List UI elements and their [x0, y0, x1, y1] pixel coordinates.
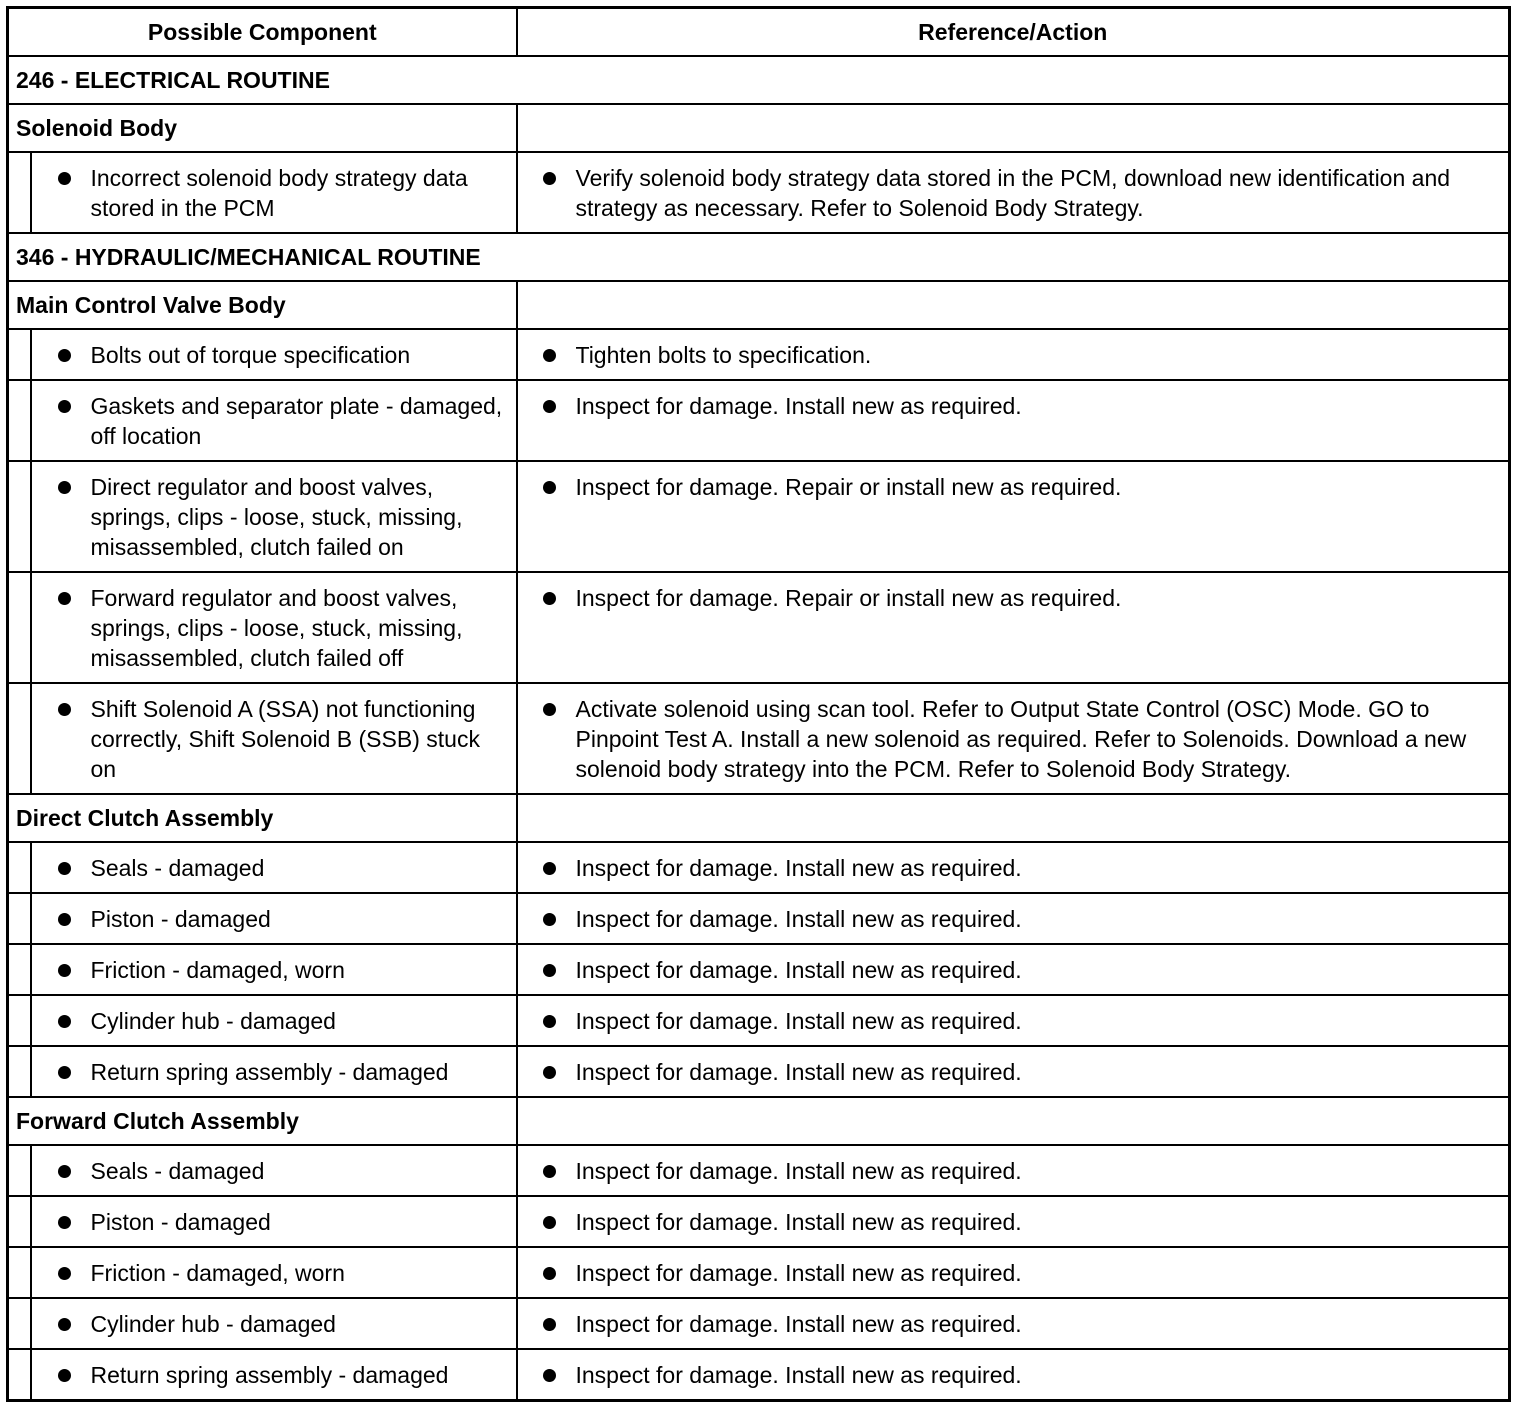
action-bullet [518, 945, 1509, 994]
group-row [8, 281, 1510, 329]
action-cell [517, 1046, 1510, 1097]
group-title: Main Control Valve Body [8, 281, 517, 329]
action-bullet [518, 381, 1509, 430]
bullet-dot-icon [58, 703, 71, 716]
action-bullet [518, 1047, 1509, 1096]
section-row [8, 56, 1510, 104]
action-text: Inspect for damage. Install new as required. [575, 906, 1022, 932]
bullet-dot-icon [543, 1318, 556, 1331]
component-text: Incorrect solenoid body strategy data stored in the PCM [90, 165, 468, 221]
action-text: Inspect for damage. Install new as required. [575, 1158, 1022, 1184]
indent-cell [8, 1247, 31, 1298]
indent-cell [8, 893, 31, 944]
bullet-dot-icon [543, 1015, 556, 1028]
indent-cell [8, 1298, 31, 1349]
action-cell [517, 944, 1510, 995]
component-bullet [32, 843, 516, 892]
component-cell [31, 1145, 517, 1196]
table-row [8, 329, 1510, 380]
component-cell [31, 1196, 517, 1247]
bullet-dot-icon [543, 862, 556, 875]
indent-cell [8, 995, 31, 1046]
bullet-dot-icon [543, 1066, 556, 1079]
header-component: Possible Component [8, 8, 517, 57]
action-text: Inspect for damage. Install new as required. [575, 1209, 1022, 1235]
action-cell [517, 995, 1510, 1046]
component-text: Shift Solenoid A (SSA) not functioning correctly, Shift Solenoid B (SSB) stuck on [90, 696, 480, 782]
action-text: Inspect for damage. Install new as required. [575, 393, 1022, 419]
component-text: Return spring assembly - damaged [90, 1362, 449, 1388]
component-bullet [32, 894, 516, 943]
group-action-empty [517, 1097, 1510, 1145]
component-bullet [32, 330, 516, 379]
component-bullet [32, 153, 516, 232]
component-bullet [32, 1350, 516, 1399]
group-title: Direct Clutch Assembly [8, 794, 517, 842]
action-cell [517, 683, 1510, 794]
bullet-dot-icon [543, 400, 556, 413]
bullet-dot-icon [58, 592, 71, 605]
bullet-dot-icon [543, 481, 556, 494]
bullet-dot-icon [543, 1165, 556, 1178]
bullet-dot-icon [58, 1318, 71, 1331]
component-cell [31, 1247, 517, 1298]
section-row [8, 233, 1510, 281]
indent-cell [8, 1145, 31, 1196]
table-row [8, 1046, 1510, 1097]
table-row [8, 683, 1510, 794]
bullet-dot-icon [543, 964, 556, 977]
action-text: Inspect for damage. Install new as required. [575, 1311, 1022, 1337]
action-text: Tighten bolts to specification. [575, 342, 872, 368]
action-cell [517, 329, 1510, 380]
component-text: Direct regulator and boost valves, springs, clips - loose, stuck, missing, misassembled, clutch failed on [90, 474, 463, 560]
action-bullet [518, 1299, 1509, 1348]
component-bullet [32, 381, 516, 460]
indent-cell [8, 329, 31, 380]
action-text: Inspect for damage. Install new as required. [575, 1008, 1022, 1034]
action-bullet [518, 330, 1509, 379]
indent-cell [8, 152, 31, 233]
component-text: Forward regulator and boost valves, springs, clips - loose, stuck, missing, misassembled, clutch failed off [90, 585, 463, 671]
bullet-dot-icon [58, 481, 71, 494]
action-text: Inspect for damage. Install new as required. [575, 1362, 1022, 1388]
bullet-dot-icon [543, 1267, 556, 1280]
group-row [8, 104, 1510, 152]
table-row [8, 893, 1510, 944]
bullet-dot-icon [58, 1165, 71, 1178]
group-title: Forward Clutch Assembly [8, 1097, 517, 1145]
bullet-dot-icon [58, 400, 71, 413]
action-text: Inspect for damage. Install new as required. [575, 855, 1022, 881]
indent-cell [8, 1196, 31, 1247]
group-row [8, 1097, 1510, 1145]
action-bullet [518, 996, 1509, 1045]
indent-cell [8, 944, 31, 995]
group-action-empty [517, 794, 1510, 842]
group-row [8, 794, 1510, 842]
action-text: Inspect for damage. Install new as required. [575, 957, 1022, 983]
action-bullet [518, 1248, 1509, 1297]
table-row [8, 842, 1510, 893]
bullet-dot-icon [58, 913, 71, 926]
bullet-dot-icon [543, 703, 556, 716]
indent-cell [8, 572, 31, 683]
table-row [8, 1247, 1510, 1298]
bullet-dot-icon [543, 349, 556, 362]
indent-cell [8, 1349, 31, 1401]
section-title: 246 - ELECTRICAL ROUTINE [8, 56, 1510, 104]
action-cell [517, 1145, 1510, 1196]
group-title: Solenoid Body [8, 104, 517, 152]
bullet-dot-icon [58, 1066, 71, 1079]
indent-cell [8, 380, 31, 461]
component-bullet [32, 684, 516, 793]
component-text: Friction - damaged, worn [90, 1260, 345, 1286]
component-text: Cylinder hub - damaged [90, 1008, 336, 1034]
action-cell [517, 1349, 1510, 1401]
component-bullet [32, 1299, 516, 1348]
section-title: 346 - HYDRAULIC/MECHANICAL ROUTINE [8, 233, 1510, 281]
header-row [8, 8, 1510, 57]
action-text: Activate solenoid using scan tool. Refer to Output State Control (OSC) Mode. GO to Pinpoint Test A. Install a new solenoid as required. Refer to Solenoids. Download a new solenoid body strategy into the PCM. Refer to Solenoid Body Strategy. [575, 696, 1467, 782]
component-text: Return spring assembly - damaged [90, 1059, 449, 1085]
table-row [8, 380, 1510, 461]
bullet-dot-icon [58, 1369, 71, 1382]
component-text: Seals - damaged [90, 1158, 265, 1184]
component-cell [31, 1046, 517, 1097]
component-text: Seals - damaged [90, 855, 265, 881]
component-bullet [32, 1248, 516, 1297]
table-row [8, 1349, 1510, 1401]
component-bullet [32, 996, 516, 1045]
action-cell [517, 1247, 1510, 1298]
bullet-dot-icon [543, 1369, 556, 1382]
bullet-dot-icon [58, 172, 71, 185]
table-body [8, 56, 1510, 1401]
component-bullet [32, 1047, 516, 1096]
bullet-dot-icon [543, 1216, 556, 1229]
bullet-dot-icon [58, 1267, 71, 1280]
bullet-dot-icon [543, 592, 556, 605]
component-cell [31, 329, 517, 380]
component-cell [31, 1298, 517, 1349]
action-cell [517, 380, 1510, 461]
action-cell [517, 572, 1510, 683]
table-row [8, 944, 1510, 995]
action-bullet [518, 462, 1509, 511]
action-bullet [518, 1197, 1509, 1246]
action-cell [517, 461, 1510, 572]
component-cell [31, 152, 517, 233]
action-cell [517, 1196, 1510, 1247]
component-cell [31, 1349, 517, 1401]
group-action-empty [517, 104, 1510, 152]
indent-cell [8, 461, 31, 572]
component-text: Bolts out of torque specification [90, 342, 411, 368]
action-bullet [518, 843, 1509, 892]
component-bullet [32, 945, 516, 994]
component-cell [31, 995, 517, 1046]
component-bullet [32, 1197, 516, 1246]
component-cell [31, 683, 517, 794]
component-text: Piston - damaged [90, 1209, 271, 1235]
action-bullet [518, 1146, 1509, 1195]
component-text: Gaskets and separator plate - damaged, off location [90, 393, 503, 449]
header-action: Reference/Action [517, 8, 1510, 57]
indent-cell [8, 1046, 31, 1097]
bullet-dot-icon [543, 913, 556, 926]
table-row [8, 152, 1510, 233]
table-row [8, 1196, 1510, 1247]
action-bullet [518, 684, 1509, 793]
component-cell [31, 893, 517, 944]
component-bullet [32, 573, 516, 682]
table-row [8, 1145, 1510, 1196]
table-row [8, 572, 1510, 683]
action-text: Inspect for damage. Install new as required. [575, 1260, 1022, 1286]
action-text: Inspect for damage. Repair or install new as required. [575, 474, 1122, 500]
action-text: Verify solenoid body strategy data stored in the PCM, download new identification and strategy as necessary. Refer to Solenoid Body Strategy. [575, 165, 1451, 221]
indent-cell [8, 842, 31, 893]
component-text: Cylinder hub - damaged [90, 1311, 336, 1337]
component-text: Piston - damaged [90, 906, 271, 932]
action-bullet [518, 894, 1509, 943]
action-bullet [518, 573, 1509, 622]
component-cell [31, 461, 517, 572]
action-bullet [518, 153, 1509, 232]
table-row [8, 461, 1510, 572]
table-row [8, 995, 1510, 1046]
bullet-dot-icon [58, 1216, 71, 1229]
bullet-dot-icon [58, 862, 71, 875]
table-row [8, 1298, 1510, 1349]
group-action-empty [517, 281, 1510, 329]
action-bullet [518, 1350, 1509, 1399]
component-bullet [32, 462, 516, 571]
bullet-dot-icon [58, 349, 71, 362]
component-bullet [32, 1146, 516, 1195]
component-cell [31, 572, 517, 683]
action-cell [517, 1298, 1510, 1349]
component-cell [31, 944, 517, 995]
action-cell [517, 842, 1510, 893]
action-text: Inspect for damage. Repair or install new as required. [575, 585, 1122, 611]
indent-cell [8, 683, 31, 794]
bullet-dot-icon [58, 1015, 71, 1028]
bullet-dot-icon [543, 172, 556, 185]
component-cell [31, 842, 517, 893]
bullet-dot-icon [58, 964, 71, 977]
action-cell [517, 893, 1510, 944]
diagnostic-table [6, 6, 1511, 1402]
action-cell [517, 152, 1510, 233]
action-text: Inspect for damage. Install new as required. [575, 1059, 1022, 1085]
component-text: Friction - damaged, worn [90, 957, 345, 983]
component-cell [31, 380, 517, 461]
